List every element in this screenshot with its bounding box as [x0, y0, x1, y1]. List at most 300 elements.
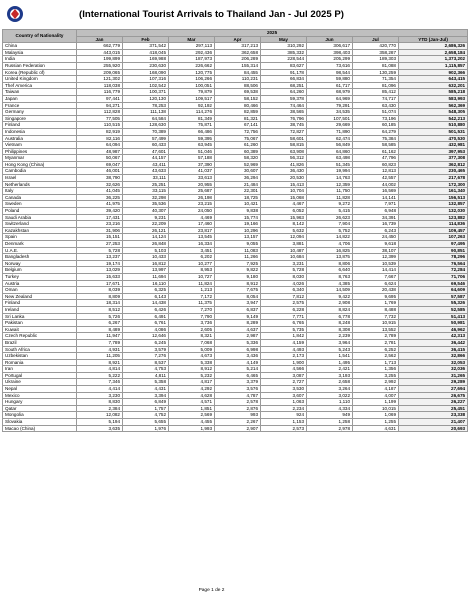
country-cell: Netherlands — [3, 181, 77, 188]
month-value-cell: 109,517 — [169, 95, 215, 102]
country-cell: Vietnam — [3, 142, 77, 149]
month-value-cell: 949 — [307, 412, 353, 419]
table-row — [3, 234, 468, 241]
month-value-cell: 15,068 — [261, 194, 307, 201]
month-value-cell: 6,245 — [123, 339, 169, 346]
table-row — [3, 82, 468, 89]
month-value-cell: 12,646 — [123, 333, 169, 340]
month-value-cell: 64,260 — [261, 89, 307, 96]
table-row — [3, 287, 468, 294]
month-value-cell: 362,658 — [215, 49, 261, 56]
ytd-cell: 32,866 — [399, 353, 468, 360]
month-value-cell: 13,157 — [215, 234, 261, 241]
month-value-cell: 4,187 — [353, 386, 399, 393]
month-value-cell: 36,430 — [261, 168, 307, 175]
table-row — [3, 339, 468, 346]
month-value-cell: 2,658 — [307, 379, 353, 386]
month-value-cell: 56,849 — [307, 142, 353, 149]
month-value-cell: 59,880 — [307, 76, 353, 83]
month-value-cell: 206,289 — [215, 56, 261, 63]
table-row — [3, 247, 468, 254]
month-value-cell: 41,826 — [261, 161, 307, 168]
month-value-cell: 8,763 — [307, 273, 353, 280]
month-value-cell: 5,194 — [77, 419, 123, 426]
month-value-cell: 8,489 — [77, 326, 123, 333]
month-value-cell: 5,243 — [307, 346, 353, 353]
month-value-cell: 60,389 — [215, 148, 261, 155]
month-value-cell: 418,045 — [123, 49, 169, 56]
ytd-cell: 78,296 — [399, 254, 468, 261]
month-value-cell: 58,152 — [215, 95, 261, 102]
month-value-cell: 64,584 — [123, 115, 169, 122]
country-cell: Ireland — [3, 306, 77, 313]
month-value-cell: 33,115 — [123, 188, 169, 195]
month-value-cell: 4,817 — [169, 379, 215, 386]
month-value-cell: 51,074 — [353, 109, 399, 116]
month-value-cell: 8,289 — [215, 320, 261, 327]
month-value-cell: 74,464 — [261, 102, 307, 109]
month-value-cell: 38,790 — [77, 175, 123, 182]
month-value-cell: 12,082 — [77, 412, 123, 419]
country-cell: Brazil — [3, 339, 77, 346]
month-value-cell: 4,814 — [77, 366, 123, 373]
month-value-cell: 189,303 — [353, 56, 399, 63]
month-value-cell: 61,717 — [307, 82, 353, 89]
month-value-cell: 8,030 — [261, 273, 307, 280]
table-row — [3, 148, 468, 155]
month-value-cell: 66,834 — [261, 76, 307, 83]
country-cell: Singapore — [3, 115, 77, 122]
month-value-cell: 79,291 — [307, 102, 353, 109]
month-value-cell: 16,334 — [169, 241, 215, 248]
month-value-cell: 10,296 — [215, 227, 261, 234]
ytd-cell: 32,036 — [399, 366, 468, 373]
month-value-cell: 107,501 — [307, 115, 353, 122]
month-value-cell: 70,389 — [123, 128, 169, 135]
ytd-cell: 217,678 — [399, 175, 468, 182]
ytd-cell: 2,686,326 — [399, 43, 468, 50]
month-value-cell: 120,775 — [169, 69, 215, 76]
month-value-cell: 3,436 — [215, 353, 261, 360]
month-value-cell: 4,414 — [77, 386, 123, 393]
country-cell: France — [3, 102, 77, 109]
month-value-cell: 15,774 — [215, 214, 261, 221]
month-value-cell: 110,231 — [215, 76, 261, 83]
ytd-cell: 36,442 — [399, 339, 468, 346]
table-row — [3, 425, 468, 432]
month-value-cell: 7,790 — [169, 313, 215, 320]
month-value-cell: 35,536 — [123, 201, 169, 208]
country-cell: Norway — [3, 260, 77, 267]
month-value-cell: 7,276 — [123, 353, 169, 360]
table-row — [3, 128, 468, 135]
month-value-cell: 9,231 — [123, 214, 169, 221]
logo-icon — [6, 5, 24, 23]
table-row — [3, 221, 468, 228]
month-value-cell: 26,198 — [169, 194, 215, 201]
table-row — [3, 372, 468, 379]
country-cell: Cambodia — [3, 168, 77, 175]
month-value-cell: 6,252 — [353, 346, 399, 353]
month-value-cell: 38,745 — [261, 122, 307, 129]
ytd-cell: 172,300 — [399, 181, 468, 188]
month-value-cell: 14,509 — [307, 287, 353, 294]
month-value-cell: 5,728 — [77, 247, 123, 254]
month-value-cell: 59,378 — [261, 95, 307, 102]
month-value-cell: 75,384 — [353, 135, 399, 142]
table-row — [3, 194, 468, 201]
month-value-cell: 8,321 — [169, 333, 215, 340]
month-value-cell: 121,302 — [77, 76, 123, 83]
month-value-cell: 13,545 — [169, 234, 215, 241]
table-row — [3, 161, 468, 168]
month-value-cell: 13,875 — [307, 254, 353, 261]
country-cell: Israel — [3, 175, 77, 182]
month-value-cell: 14,822 — [307, 234, 353, 241]
table-row — [3, 300, 468, 307]
month-value-cell: 84,455 — [215, 69, 261, 76]
month-value-cell: 15,963 — [261, 214, 307, 221]
table-row — [3, 333, 468, 340]
month-value-cell: 17,460 — [169, 221, 215, 228]
table-row — [3, 69, 468, 76]
ytd-cell: 1,373,202 — [399, 56, 468, 63]
month-value-cell: 2,573 — [261, 425, 307, 432]
month-value-cell: 8,809 — [77, 293, 123, 300]
month-value-cell: 3,230 — [77, 392, 123, 399]
month-value-cell: 37,390 — [169, 161, 215, 168]
month-value-cell: 68,979 — [307, 89, 353, 96]
month-value-cell: 41,975 — [77, 201, 123, 208]
month-value-cell: 11,694 — [123, 273, 169, 280]
month-value-cell: 4,159 — [261, 339, 307, 346]
month-value-cell: 4,292 — [169, 386, 215, 393]
month-value-cell: 5,103 — [123, 247, 169, 254]
month-value-cell: 9,272 — [307, 201, 353, 208]
country-cell: Romania — [3, 359, 77, 366]
month-value-cell: 83,627 — [261, 62, 307, 69]
month-value-cell: 4,628 — [169, 392, 215, 399]
month-value-cell: 1,993 — [169, 425, 215, 432]
month-value-cell: 1,976 — [123, 425, 169, 432]
ytd-cell: 51,413 — [399, 313, 468, 320]
col-header-may: May — [261, 36, 307, 43]
month-value-cell: 74,717 — [353, 95, 399, 102]
table-row — [3, 346, 468, 353]
month-value-cell: 111,138 — [123, 109, 169, 116]
ytd-cell: 52,585 — [399, 306, 468, 313]
month-value-cell: 924 — [261, 412, 307, 419]
month-value-cell: 61,162 — [353, 148, 399, 155]
month-value-cell: 14,141 — [353, 194, 399, 201]
month-value-cell: 8,921 — [77, 359, 123, 366]
month-value-cell: 7,771 — [261, 313, 307, 320]
ytd-cell: 69,546 — [399, 280, 468, 287]
table-row — [3, 326, 468, 333]
month-value-cell: 29,669 — [307, 122, 353, 129]
country-cell: Italy — [3, 188, 77, 195]
country-cell: Finland — [3, 300, 77, 307]
month-value-cell: 60,433 — [123, 142, 169, 149]
country-cell: South Africa — [3, 346, 77, 353]
month-value-cell: 209,065 — [77, 69, 123, 76]
month-value-cell: 6,778 — [307, 313, 353, 320]
month-value-cell: 3,607 — [261, 392, 307, 399]
country-cell: Germany — [3, 109, 77, 116]
country-cell: Thef America — [3, 82, 77, 89]
month-value-cell: 4,493 — [261, 346, 307, 353]
month-value-cell: 32,626 — [77, 181, 123, 188]
month-value-cell: 1,356 — [353, 366, 399, 373]
month-value-cell: 22,301 — [215, 188, 261, 195]
month-value-cell: 4,631 — [353, 425, 399, 432]
col-header-ytd: YTD (Jan-Jul) — [399, 36, 468, 43]
table-row — [3, 320, 468, 327]
ytd-cell: 64,609 — [399, 287, 468, 294]
month-value-cell: 114,276 — [169, 109, 215, 116]
ytd-cell: 90,851 — [399, 247, 468, 254]
month-value-cell: 1,063 — [261, 399, 307, 406]
table-row — [3, 168, 468, 175]
month-value-cell: 5,726 — [77, 313, 123, 320]
month-value-cell: 205,299 — [307, 56, 353, 63]
country-cell: Taiwan — [3, 89, 77, 96]
ytd-cell: 25,451 — [399, 405, 468, 412]
month-value-cell: 73,196 — [353, 115, 399, 122]
month-value-cell: 12,399 — [353, 254, 399, 261]
month-value-cell: 6,465 — [215, 372, 261, 379]
country-cell: Denmark — [3, 241, 77, 248]
month-value-cell: 9,838 — [215, 208, 261, 215]
month-value-cell: 3,394 — [123, 392, 169, 399]
month-value-cell: 8,830 — [77, 399, 123, 406]
month-value-cell: 10,539 — [353, 260, 399, 267]
country-cell: New Zealand — [3, 293, 77, 300]
month-value-cell: 6,624 — [353, 280, 399, 287]
month-value-cell: 3,947 — [215, 300, 261, 307]
month-value-cell: 5,655 — [123, 419, 169, 426]
table-row — [3, 62, 468, 69]
month-value-cell: 4,455 — [169, 419, 215, 426]
month-value-cell: 2,987 — [215, 333, 261, 340]
col-header-mar: Mar — [169, 36, 215, 43]
month-value-cell: 39,420 — [77, 208, 123, 215]
table-row — [3, 135, 468, 142]
month-value-cell: 1,199 — [353, 399, 399, 406]
table-row — [3, 122, 468, 129]
month-value-cell: 59,395 — [169, 135, 215, 142]
ytd-cell: 21,407 — [399, 419, 468, 426]
month-value-cell: 51,345 — [307, 161, 353, 168]
month-value-cell: 8,912 — [169, 366, 215, 373]
table-row — [3, 419, 468, 426]
month-value-cell: 46,001 — [77, 168, 123, 175]
month-value-cell: 3,379 — [215, 379, 261, 386]
month-value-cell: 2,569 — [169, 412, 215, 419]
month-value-cell: 4,026 — [261, 280, 307, 287]
month-value-cell: 7,068 — [169, 339, 215, 346]
month-value-cell: 72,756 — [215, 128, 261, 135]
month-value-cell: 4,431 — [123, 386, 169, 393]
month-value-cell: 2,384 — [77, 405, 123, 412]
table-row — [3, 241, 468, 248]
table-row — [3, 142, 468, 149]
table-row — [3, 392, 468, 399]
month-value-cell: 9,055 — [215, 241, 261, 248]
month-value-cell: 63,430 — [353, 102, 399, 109]
table-row — [3, 280, 468, 287]
table-row — [3, 43, 468, 50]
ytd-cell: 36,415 — [399, 346, 468, 353]
month-value-cell: 1,495 — [307, 359, 353, 366]
month-value-cell: 12,094 — [261, 234, 307, 241]
month-value-cell: 10,704 — [261, 188, 307, 195]
country-cell: United Kingdom — [3, 76, 77, 83]
month-value-cell: 9,149 — [215, 313, 261, 320]
ytd-cell: 510,880 — [399, 122, 468, 129]
table-row — [3, 181, 468, 188]
month-value-cell: 36,294 — [215, 175, 261, 182]
month-value-cell: 118,038 — [77, 82, 123, 89]
month-value-cell: 7,172 — [169, 293, 215, 300]
month-value-cell: 15,633 — [77, 273, 123, 280]
month-value-cell: 82,859 — [215, 109, 261, 116]
month-value-cell: 120,130 — [123, 95, 169, 102]
month-value-cell: 2,575 — [261, 300, 307, 307]
month-value-cell: 1,153 — [261, 419, 307, 426]
month-value-cell: 11,824 — [169, 280, 215, 287]
month-value-cell: 168,090 — [123, 69, 169, 76]
month-value-cell: 42,557 — [353, 175, 399, 182]
month-value-cell: 4,149 — [215, 359, 261, 366]
month-value-cell: 2,173 — [261, 353, 307, 360]
month-value-cell: 4,787 — [215, 392, 261, 399]
month-value-cell: 2,781 — [353, 339, 399, 346]
month-value-cell: 7,904 — [307, 221, 353, 228]
month-value-cell: 26,848 — [123, 241, 169, 248]
country-cell: Slovakia — [3, 419, 77, 426]
month-value-cell: 2,562 — [353, 353, 399, 360]
month-value-cell: 60,823 — [353, 161, 399, 168]
month-value-cell: 58,815 — [261, 142, 307, 149]
ytd-cell: 548,305 — [399, 109, 468, 116]
month-value-cell: 1,069 — [353, 412, 399, 419]
month-value-cell: 3,736 — [169, 320, 215, 327]
month-value-cell: 81,096 — [353, 82, 399, 89]
month-value-cell: 169,988 — [123, 56, 169, 63]
month-value-cell: 662,779 — [77, 43, 123, 50]
month-value-cell: 199,899 — [77, 56, 123, 63]
month-value-cell: 20,530 — [261, 175, 307, 182]
month-value-cell: 56,312 — [261, 155, 307, 162]
month-value-cell: 5,735 — [261, 326, 307, 333]
country-cell: Macao (China) — [3, 425, 77, 432]
month-value-cell: 11,205 — [77, 353, 123, 360]
country-cell: Kuwait — [3, 326, 77, 333]
ytd-cell: 156,513 — [399, 194, 468, 201]
country-cell: Bangladesh — [3, 254, 77, 261]
ytd-cell: 2,658,184 — [399, 49, 468, 56]
month-value-cell: 30,607 — [215, 168, 261, 175]
month-value-cell: 91,178 — [261, 69, 307, 76]
month-value-cell: 10,684 — [261, 254, 307, 261]
month-value-cell: 1,541 — [307, 353, 353, 360]
title-bar — [0, 4, 423, 24]
month-value-cell: 4,811 — [123, 372, 169, 379]
month-value-cell: 6,267 — [77, 320, 123, 327]
month-value-cell: 102,542 — [123, 82, 169, 89]
month-value-cell: 4,007 — [353, 392, 399, 399]
country-cell: Switzerland — [3, 221, 77, 228]
month-value-cell: 310,292 — [261, 43, 307, 50]
month-value-cell: 20,438 — [353, 287, 399, 294]
month-value-cell: 7,270 — [169, 306, 215, 313]
table-row — [3, 208, 468, 215]
month-value-cell: 68,251 — [261, 82, 307, 89]
month-value-cell: 18,314 — [77, 300, 123, 307]
month-value-cell: 187,973 — [169, 56, 215, 63]
table-row — [3, 399, 468, 406]
month-value-cell: 5,009 — [169, 346, 215, 353]
month-value-cell: 4,566 — [261, 366, 307, 373]
month-value-cell: 69,047 — [77, 161, 123, 168]
month-value-cell: 3,635 — [77, 425, 123, 432]
month-value-cell: 47,601 — [123, 148, 169, 155]
table-row — [3, 115, 468, 122]
month-value-cell: 2,267 — [215, 419, 261, 426]
country-cell: Ukraine — [3, 379, 77, 386]
month-value-cell: 100,051 — [169, 82, 215, 89]
country-cell: Canada — [3, 194, 77, 201]
month-value-cell: 69,538 — [215, 89, 261, 96]
month-value-cell: 43,411 — [123, 161, 169, 168]
month-value-cell: 16,739 — [353, 221, 399, 228]
month-value-cell: 2,992 — [353, 379, 399, 386]
month-value-cell: 11,750 — [307, 188, 353, 195]
month-value-cell: 993 — [215, 412, 261, 419]
month-value-cell: 10,915 — [353, 320, 399, 327]
month-value-cell: 7,675 — [215, 287, 261, 294]
month-value-cell: 9,822 — [215, 267, 261, 274]
month-value-cell: 58,320 — [215, 155, 261, 162]
table-row — [3, 102, 468, 109]
month-value-cell: 14,124 — [123, 234, 169, 241]
month-value-cell: 6,325 — [123, 287, 169, 294]
ytd-cell: 97,495 — [399, 241, 468, 248]
ytd-cell: 57,587 — [399, 293, 468, 300]
month-value-cell: 7,346 — [77, 379, 123, 386]
country-cell: India — [3, 56, 77, 63]
ytd-cell: 26,675 — [399, 392, 468, 399]
month-value-cell: 6,426 — [123, 306, 169, 313]
country-cell: China — [3, 43, 77, 50]
month-value-cell: 64,969 — [307, 95, 353, 102]
ytd-cell: 46,962 — [399, 326, 468, 333]
month-value-cell: 2,605 — [169, 326, 215, 333]
month-value-cell: 10,277 — [169, 260, 215, 267]
month-value-cell: 57,499 — [123, 135, 169, 142]
year-header: 2025 — [77, 30, 468, 37]
ytd-cell: 585,218 — [399, 89, 468, 96]
month-value-cell: 40,307 — [123, 208, 169, 215]
month-value-cell: 306,617 — [307, 43, 353, 50]
month-value-cell: 7,667 — [353, 273, 399, 280]
country-cell: Nepal — [3, 386, 77, 393]
month-value-cell: 6,948 — [353, 208, 399, 215]
col-header-jan: Jan — [77, 36, 123, 43]
month-value-cell: 41,045 — [77, 188, 123, 195]
country-cell: Indonesia — [3, 128, 77, 135]
